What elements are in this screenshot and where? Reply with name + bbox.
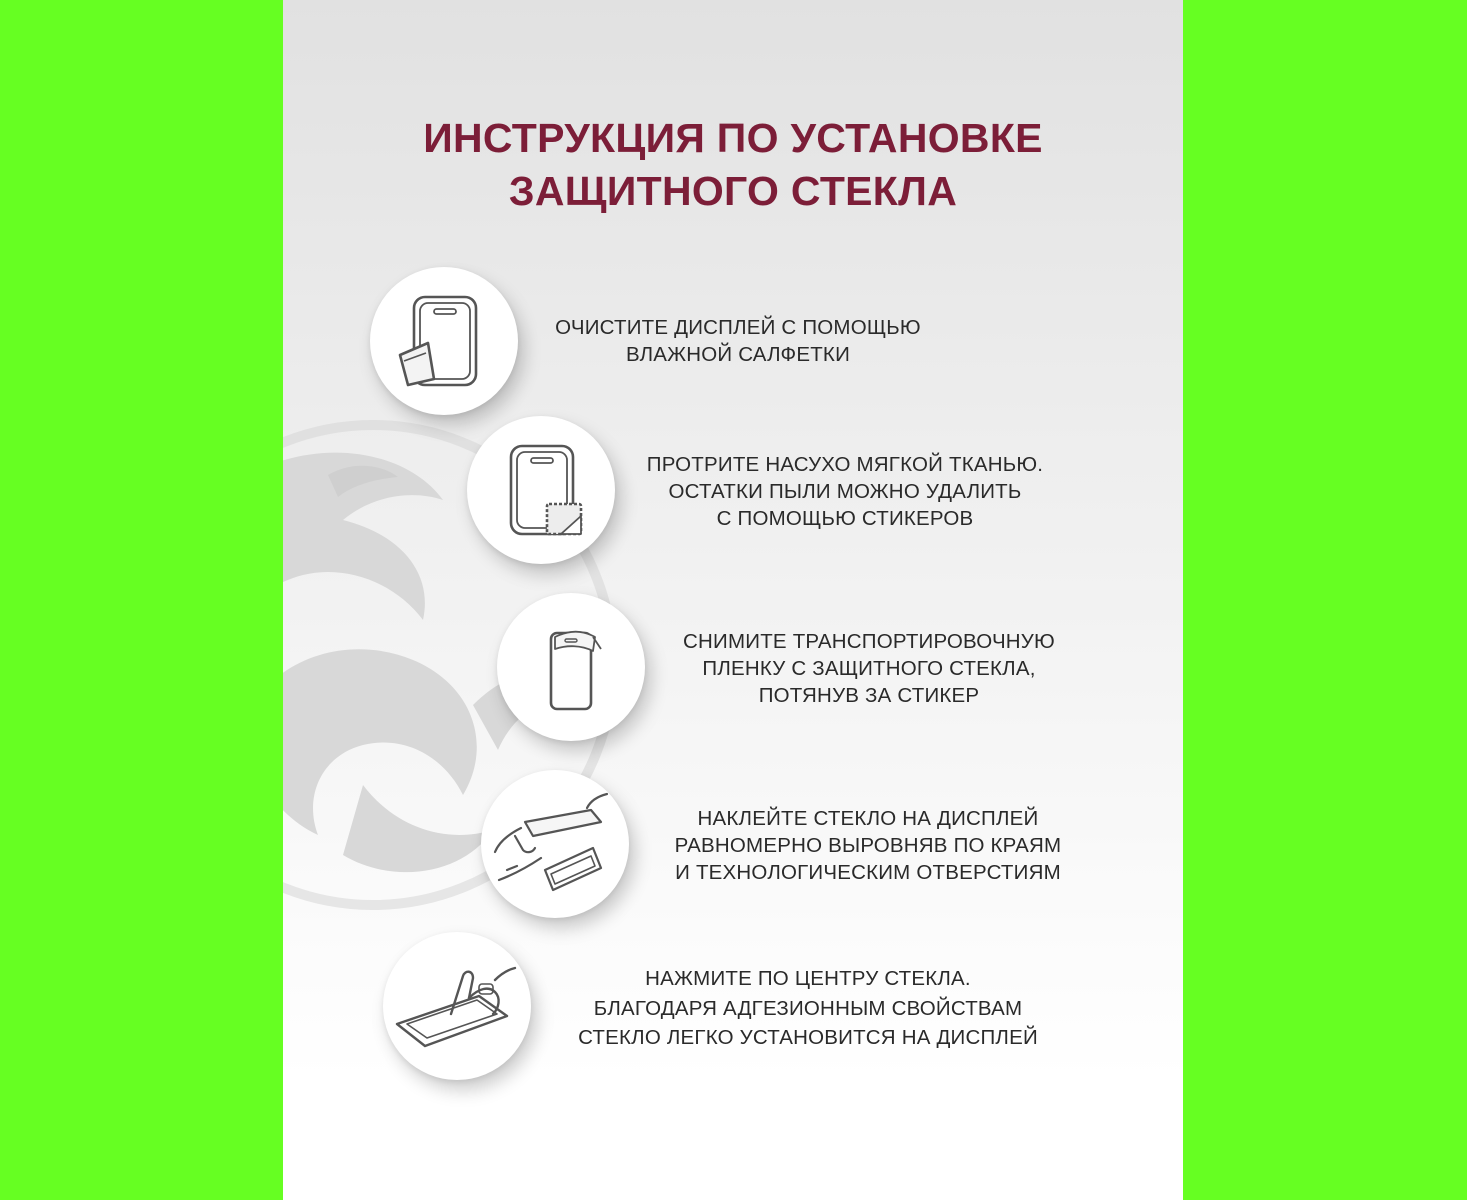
peel-film-icon: [497, 593, 645, 741]
step-5-icon-circle: [383, 932, 531, 1080]
step-2-text: [625, 451, 1065, 532]
step-3-line-3: ПОТЯНУВ ЗА СТИКЕР: [758, 684, 980, 707]
step-3-line-2: ПЛЕНКУ С ЗАЩИТНОГО СТЕКЛА,: [702, 657, 1036, 680]
step-1-line-1: ОЧИСТИТЕ ДИСПЛЕЙ С ПОМОЩЬЮ: [555, 316, 921, 339]
step-2-line-2: ОСТАТКИ ПЫЛИ МОЖНО УДАЛИТЬ: [668, 480, 1022, 503]
step-4-text: [643, 805, 1093, 886]
step-5-text: [538, 964, 1078, 1053]
instruction-panel: [283, 0, 1183, 1200]
step-3-text: [659, 628, 1079, 709]
step-4-line-2: РАВНОМЕРНО ВЫРОВНЯВ ПО КРАЯМ: [674, 834, 1062, 857]
step-4-line-3: И ТЕХНОЛОГИЧЕСКИМ ОТВЕРСТИЯМ: [675, 861, 1061, 884]
step-1-icon-circle: [370, 267, 518, 415]
step-1-text: [538, 314, 938, 368]
title-line-1: ИНСТРУКЦИЯ ПО УСТАНОВКЕ: [423, 115, 1043, 161]
page-title: [283, 112, 1183, 218]
step-2-line-3: С ПОМОЩЬЮ СТИКЕРОВ: [716, 507, 974, 530]
step-3-icon-circle: [497, 593, 645, 741]
phone-wipe-icon: [370, 267, 518, 415]
step-5-line-3: СТЕКЛО ЛЕГКО УСТАНОВИТСЯ НА ДИСПЛЕЙ: [578, 1026, 1038, 1049]
title-line-2: ЗАЩИТНОГО СТЕКЛА: [508, 168, 958, 214]
step-1-line-2: ВЛАЖНОЙ САЛФЕТКИ: [625, 343, 851, 366]
step-2-line-1: ПРОТРИТЕ НАСУХО МЯГКОЙ ТКАНЬЮ.: [646, 453, 1044, 476]
hands-align-glass-icon: [481, 770, 629, 918]
finger-press-icon: [383, 932, 531, 1080]
step-2-icon-circle: [467, 416, 615, 564]
step-5-line-1: НАЖМИТЕ ПО ЦЕНТРУ СТЕКЛА.: [645, 967, 971, 990]
step-4-line-1: НАКЛЕЙТЕ СТЕКЛО НА ДИСПЛЕЙ: [697, 807, 1039, 830]
step-5-line-2: БЛАГОДАРЯ АДГЕЗИОННЫМ СВОЙСТВАМ: [593, 996, 1023, 1020]
step-3-line-1: СНИМИТЕ ТРАНСПОРТИРОВОЧНУЮ: [683, 630, 1055, 653]
step-4-icon-circle: [481, 770, 629, 918]
phone-cloth-icon: [467, 416, 615, 564]
